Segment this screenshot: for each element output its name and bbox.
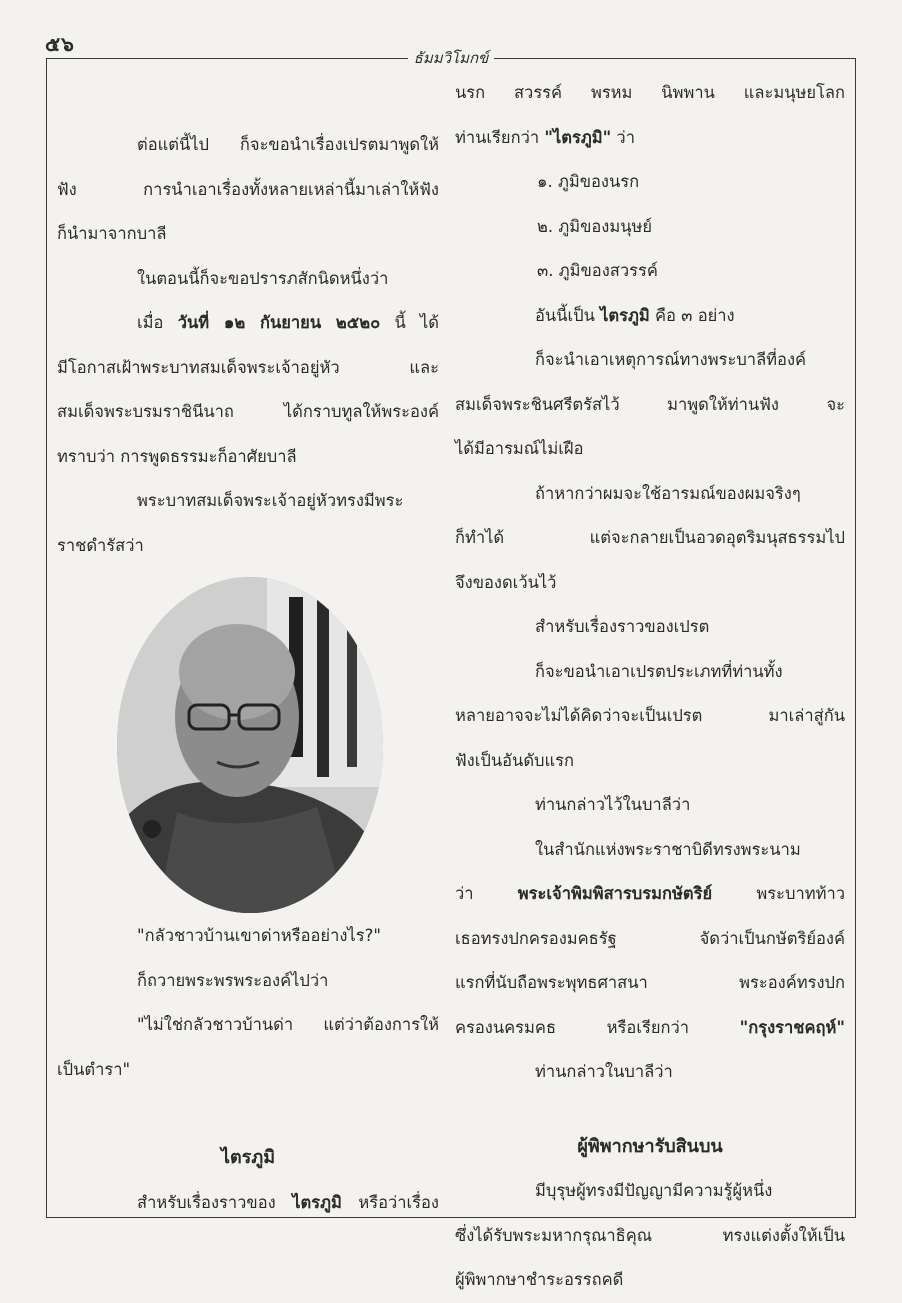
left-p1-line1: ต่อแต่นี้ไป ก็จะขอนำเรื่องเปรตมาพูดให้ — [137, 135, 439, 154]
right-line2 — [455, 116, 845, 161]
left-p1-line3: ก็นำมาจากบาลี — [57, 224, 167, 243]
right-p6-line5 — [455, 1006, 845, 1051]
heading-judge-bribe: ผู้พิพากษารับสินบน — [577, 1135, 723, 1157]
right-p5: ท่านกล่าวไว้ในบาลีว่า — [535, 795, 691, 814]
left-p3-date: วันที่ ๑๒ กันยายน ๒๕๒๐ — [177, 313, 381, 332]
left-p3-line3: สมเด็จพระบรมราชินีนาถ ได้กราบทูลให้พระองค์ — [57, 402, 439, 421]
page-number: ๕๖ — [45, 32, 75, 56]
right-p8-line3: ผู้พิพากษาชำระอรรถคดี — [455, 1270, 624, 1289]
monk-portrait-image — [117, 577, 383, 913]
right-p1-line1: ก็จะนำเอาเหตุการณ์ทางพระบาลีที่องค์ — [535, 350, 807, 369]
right-summary-pre: อันนี้เป็น — [535, 305, 601, 325]
right-p2-line3: จึงของดเว้นไว้ — [455, 572, 557, 592]
heading-traiphum: ไตรภูมิ — [220, 1147, 276, 1168]
quote-mid: ก็ถวายพระพรพระองค์ไปว่า — [137, 970, 329, 990]
left-p3-line1 — [57, 301, 439, 346]
right-line2-pre: ท่านเรียกว่า — [455, 127, 545, 147]
right-line1: นรก สวรรค์ พรหม นิพพาน และมนุษยโลก — [455, 83, 845, 102]
quote-1: "กลัวชาวบ้านเขาด่าหรืออย่างไร?" — [137, 926, 381, 945]
right-summary — [455, 294, 845, 339]
monk-portrait-photo — [117, 577, 383, 913]
right-p6-line2-bold: พระเจ้าพิมพิสารบรมกษัตริย์ — [517, 884, 713, 903]
right-p1-line3: ได้มีอารมณ์ไม่เฝือ — [455, 439, 584, 458]
right-p3: สำหรับเรื่องราวของเปรต — [535, 617, 710, 636]
right-p6-line1: ในสำนักแห่งพระราชาบิดีทรงพระนาม — [535, 839, 801, 859]
right-summary-bold: ไตรภูมิ — [600, 305, 650, 325]
right-p8-line1: มีบุรุษผู้ทรงมีปัญญามีความรู้ผู้หนึ่ง — [535, 1181, 773, 1200]
right-p6-line2-pre: ว่า — [455, 884, 518, 903]
left-p3-line2: มีโอกาสเฝ้าพระบาทสมเด็จพระเจ้าอยู่หัว และ — [57, 357, 439, 377]
right-column — [455, 71, 845, 1303]
left-p4-line1: พระบาทสมเด็จพระเจ้าอยู่หัวทรงมีพระ — [137, 491, 404, 510]
right-p8-line2: ซึ่งได้รับพระมหากรุณาธิคุณ ทรงแต่งตั้งให้เป็น — [455, 1225, 845, 1245]
right-p2-line1: ถ้าหากว่าผมจะใช้อารมณ์ของผมจริงๆ — [535, 483, 801, 503]
left-last-line — [57, 1181, 439, 1226]
list-item-human: ๒. ภูมิของมนุษย์ — [537, 216, 653, 236]
right-line2-bold: "ไตรภูมิ" — [544, 127, 612, 147]
spacer — [57, 1092, 439, 1136]
list-item-heaven: ๓. ภูมิของสวรรค์ — [537, 261, 658, 280]
left-last-post: หรือว่าเรื่อง — [341, 1192, 439, 1212]
left-last-pre: สำหรับเรื่องราวของ — [137, 1192, 293, 1212]
left-p1-line2: ฟัง การนำเอาเรื่องทั้งหลายเหล่านี้มาเล่าให้ฟัง — [57, 179, 439, 199]
list-item-hell: ๑. ภูมิของนรก — [537, 172, 640, 191]
right-p6-line5-pre: ครองนครมคธ หรือเรียกว่า — [455, 1017, 740, 1037]
left-column — [57, 123, 439, 568]
right-summary-post: คือ ๓ อย่าง — [649, 305, 735, 325]
left-last-bold: ไตรภูมิ — [292, 1192, 342, 1212]
left-column-lower — [57, 914, 439, 1225]
right-p4-line1: ก็จะขอนำเอาเปรตประเภทที่ท่านทั้ง — [535, 661, 783, 681]
left-p3-pre: เมื่อ — [137, 313, 178, 332]
right-p6-line2-post: พระบาทท้าว — [712, 884, 846, 903]
right-p4-line3: ฟังเป็นอันดับแรก — [455, 750, 574, 770]
left-p2: ในตอนนี้ก็จะขอปรารภสักนิดหนึ่งว่า — [137, 268, 389, 288]
spacer-right — [455, 1095, 845, 1125]
left-p3-line4: ทราบว่า การพูดธรรมะก็อาศัยบาลี — [57, 446, 297, 466]
quote-2-line2: เป็นตำรา" — [57, 1059, 131, 1079]
right-p6-line2 — [455, 872, 845, 917]
running-head — [47, 46, 855, 70]
page-frame — [46, 49, 856, 1289]
running-head-title: ธัมมวิโมกข์ — [408, 49, 495, 67]
right-p6-line3: เธอทรงปกครองมคธรัฐ จัดว่าเป็นกษัตริย์องค์ — [455, 928, 845, 948]
left-p3-post: นี้ ได้ — [380, 313, 439, 332]
left-p4-line2: ราชดำรัสว่า — [57, 535, 144, 555]
right-p2-line2: ก็ทำได้ แต่จะกลายเป็นอวดอุตริมนุสธรรมไป — [455, 528, 845, 547]
right-p7: ท่านกล่าวในบาลีว่า — [535, 1062, 673, 1081]
right-p6-line5-bold: "กรุงราชคฤห์" — [739, 1017, 845, 1037]
quote-2-line1: "ไม่ใช่กลัวชาวบ้านด่า แต่ว่าต้องการให้ — [137, 1015, 439, 1034]
right-p4-line2: หลายอาจจะไม่ได้คิดว่าจะเป็นเปรต มาเล่าสู่กัน — [455, 706, 845, 725]
right-line2-post: ว่า — [611, 127, 635, 147]
right-p1-line2: สมเด็จพระชินศรีตรัสไว้ มาพูดให้ท่านฟัง จะ — [455, 394, 845, 414]
right-p6-line4: แรกที่นับถือพระพุทธศาสนา พระองค์ทรงปก — [455, 973, 845, 992]
